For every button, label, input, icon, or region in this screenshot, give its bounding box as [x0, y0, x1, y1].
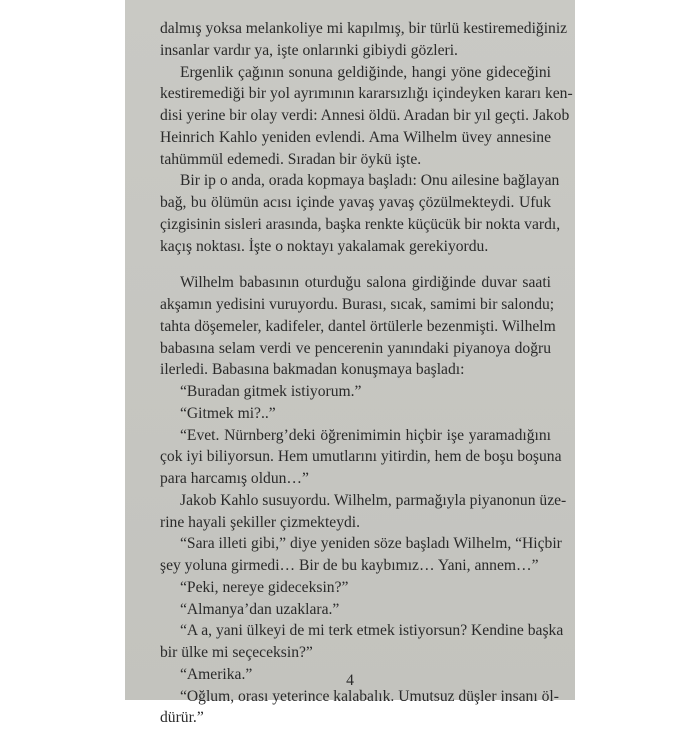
text-line: dürür.”	[160, 707, 551, 729]
text-line: “A a, yani ülkeyi de mi terk etmek istiyorsun? Kendine başka	[160, 620, 551, 642]
text-line: Bir ip o anda, orada kopmaya başladı: Onu ailesine bağlayan	[160, 170, 551, 192]
text-line: dalmış yoksa melankoliye mi kapılmış, bir türlü kestiremediğiniz	[160, 18, 551, 40]
text-line: çizgisinin sisleri arasında, başka renkte küçücük bir nokta vardı,	[160, 214, 551, 236]
text-line: Heinrich Kahlo yeniden evlendi. Ama Wilhelm üvey annesine	[160, 127, 551, 149]
dialogue-paragraph	[160, 533, 551, 577]
text-line: çok iyi biliyorsun. Hem umutlarını yitirdin, hem de boşu boşuna	[160, 446, 551, 468]
text-line: kaçış noktası. İşte o noktayı yakalamak gerekiyordu.	[160, 236, 551, 258]
text-line: “Peki, nereye gideceksin?”	[160, 577, 551, 599]
text-line: tahümmül edemedi. Sıradan bir öykü işte.	[160, 149, 551, 171]
text-line: “Amerika.”	[160, 664, 551, 686]
paragraph	[160, 62, 551, 171]
text-line: “Gitmek mi?..”	[160, 403, 551, 425]
text-line: “Buradan gitmek istiyorum.”	[160, 381, 551, 403]
dialogue-paragraph	[160, 686, 551, 729]
page-number: 4	[125, 672, 575, 690]
text-line: tahta döşemeler, kadifeler, dantel örtülerle bezenmişti. Wilhelm	[160, 316, 551, 338]
text-line: babasına selam verdi ve pencerenin yanındaki piyanoya doğru	[160, 338, 551, 360]
text-line: bağ, bu ölümün acısı içinde yavaş yavaş çözülmekteydi. Ufuk	[160, 192, 551, 214]
text-line: para harcamış oldun…”	[160, 468, 551, 490]
text-line: Ergenlik çağının sonuna geldiğinde, hangi yöne gideceğini	[160, 62, 551, 84]
text-line: disi yerine bir olay verdi: Annesi öldü. Aradan bir yıl geçti. Jakob	[160, 105, 551, 127]
dialogue-paragraph	[160, 577, 551, 599]
body-text	[160, 18, 551, 729]
section-break	[160, 257, 551, 272]
paragraph	[160, 272, 551, 381]
text-line: insanlar vardır ya, işte onlarınki gibiydi gözleri.	[160, 40, 551, 62]
text-line: “Evet. Nürnberg’deki öğrenimimin hiçbir işe yaramadığını	[160, 425, 551, 447]
dialogue-paragraph	[160, 425, 551, 490]
paragraph	[160, 170, 551, 257]
text-line: Jakob Kahlo susuyordu. Wilhelm, parmağıyla piyanonun üze-	[160, 490, 551, 512]
text-line: Wilhelm babasının oturduğu salona girdiğinde duvar saati	[160, 272, 551, 294]
dialogue-paragraph	[160, 620, 551, 664]
text-line: bir ülke mi seçeceksin?”	[160, 642, 551, 664]
text-line: akşamın yedisini vuruyordu. Burası, sıcak, samimi bir salondu;	[160, 294, 551, 316]
text-line: “Almanya’dan uzaklara.”	[160, 599, 551, 621]
dialogue-paragraph	[160, 403, 551, 425]
dialogue-paragraph	[160, 381, 551, 403]
paragraph	[160, 490, 551, 534]
text-line: ilerledi. Babasına bakmadan konuşmaya başladı:	[160, 359, 551, 381]
paragraph	[160, 18, 551, 62]
dialogue-paragraph	[160, 599, 551, 621]
text-line: şey yoluna girmedi… Bir de bu kaybımız… Yani, annem…”	[160, 555, 551, 577]
text-line: “Sara illeti gibi,” diye yeniden söze başladı Wilhelm, “Hiçbir	[160, 533, 551, 555]
text-line: rine hayali şekiller çizmekteydi.	[160, 512, 551, 534]
text-line: kestiremediği bir yol ayrımının kararsızlığı içindeyken kararı ken-	[160, 83, 551, 105]
book-page	[125, 0, 575, 700]
text-line: “Oğlum, orası yeterince kalabalık. Umutsuz düşler insanı öl-	[160, 686, 551, 708]
